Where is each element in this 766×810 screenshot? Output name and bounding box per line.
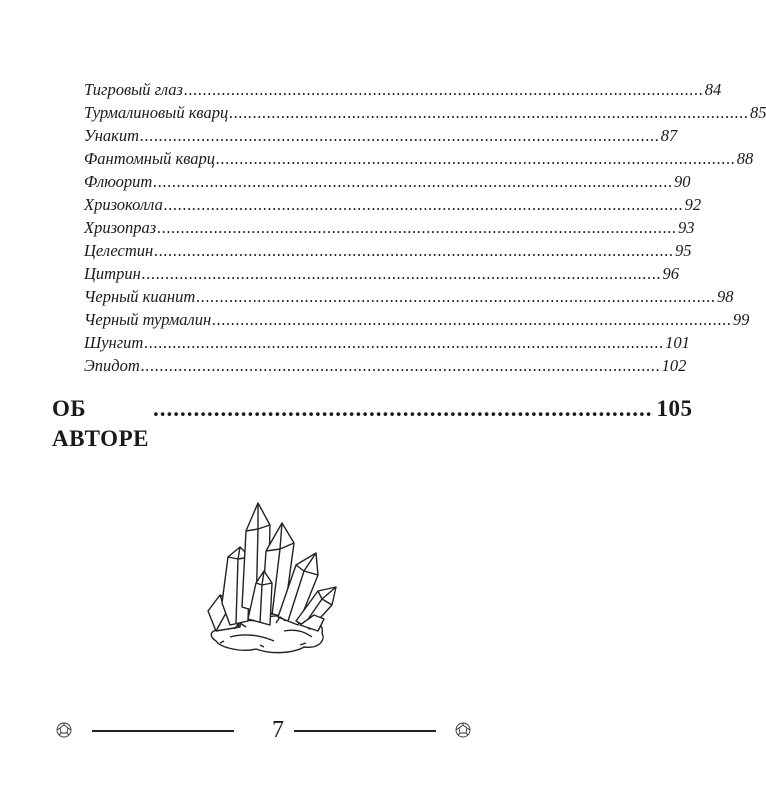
- toc-entry-title: Черный кианит: [84, 287, 196, 306]
- toc-entry: [84, 124, 678, 147]
- toc-entry-title: Цитрин: [84, 264, 141, 283]
- leader-dots: ..............................................................................................................: [140, 126, 660, 145]
- leader-dots: ..............................................................................................................: [153, 172, 674, 191]
- toc-entry: [84, 331, 690, 354]
- toc-list: [84, 78, 766, 377]
- leader-dots: ..........................................................................: [152, 396, 653, 421]
- leader-dots: ..............................................................................................................: [144, 333, 665, 352]
- leader-dots: ..............................................................................................................: [216, 149, 736, 168]
- toc-entry-page: 90: [674, 172, 691, 191]
- toc-entry-page: 84: [704, 80, 722, 99]
- toc-entry-title: Турмалиновый кварц: [84, 103, 229, 122]
- toc-entry-page: 99: [732, 310, 750, 329]
- leader-dots: ..............................................................................................................: [163, 195, 684, 214]
- leader-dots: ..............................................................................................................: [154, 241, 674, 260]
- leader-dots: ..............................................................................................................: [196, 287, 716, 306]
- leader-dots: ..............................................................................................................: [140, 356, 661, 375]
- toc-entry: [84, 285, 734, 308]
- page-footer: [0, 712, 556, 748]
- leader-dots: ..............................................................................................................: [141, 264, 662, 283]
- leader-dots: ..............................................................................................................: [183, 80, 704, 99]
- chapter-title: ОБ АВТОРЕ: [52, 396, 149, 451]
- toc-entry: [84, 170, 691, 193]
- chapter-page: 105: [656, 396, 693, 421]
- toc-entry: [84, 262, 680, 285]
- toc-entry-page: 101: [665, 333, 690, 352]
- toc-entry: [84, 308, 750, 331]
- toc-entry-page: 95: [674, 241, 692, 260]
- toc-entry-title: Эпидот: [84, 356, 140, 375]
- toc-entry-title: Унакит: [84, 126, 140, 145]
- toc-entry-title: Черный турмалин: [84, 310, 212, 329]
- page-number: 7: [272, 717, 284, 743]
- toc-entry-title: Фантомный кварц: [84, 149, 216, 168]
- chapter-entry-about-author: [52, 394, 693, 454]
- toc-entry-title: Шунгит: [84, 333, 144, 352]
- toc-entry-title: Целестин: [84, 241, 154, 260]
- toc-entry-title: Хризоколла: [84, 195, 163, 214]
- toc-entry-page: 98: [717, 287, 734, 306]
- toc-entry: [84, 216, 695, 239]
- toc-entry-page: 88: [736, 149, 754, 168]
- toc-entry: [84, 78, 722, 101]
- toc-entry: [84, 354, 687, 377]
- toc-entry-title: Тигровый глаз: [84, 80, 183, 99]
- leader-dots: ..............................................................................................................: [229, 103, 749, 122]
- toc-entry-page: 102: [661, 356, 687, 375]
- toc-entry: [84, 239, 692, 262]
- toc-entry-page: 85: [749, 103, 766, 122]
- toc-entry-page: 92: [684, 195, 702, 214]
- toc-entry: [84, 193, 702, 216]
- footer-rule-right: [294, 730, 436, 732]
- toc-entry-page: 96: [662, 264, 680, 283]
- toc-entry: [84, 147, 754, 170]
- leader-dots: ..............................................................................................................: [157, 218, 677, 237]
- leader-dots: ..............................................................................................................: [212, 310, 732, 329]
- toc-entry-title: Хризопраз: [84, 218, 157, 237]
- toc-entry-page: 87: [660, 126, 678, 145]
- toc-entry: [84, 101, 766, 124]
- toc-entry-title: Флюорит: [84, 172, 153, 191]
- gem-ornament-icon: [455, 722, 471, 738]
- toc-entry-page: 93: [678, 218, 695, 237]
- crystal-cluster-icon: [200, 495, 350, 665]
